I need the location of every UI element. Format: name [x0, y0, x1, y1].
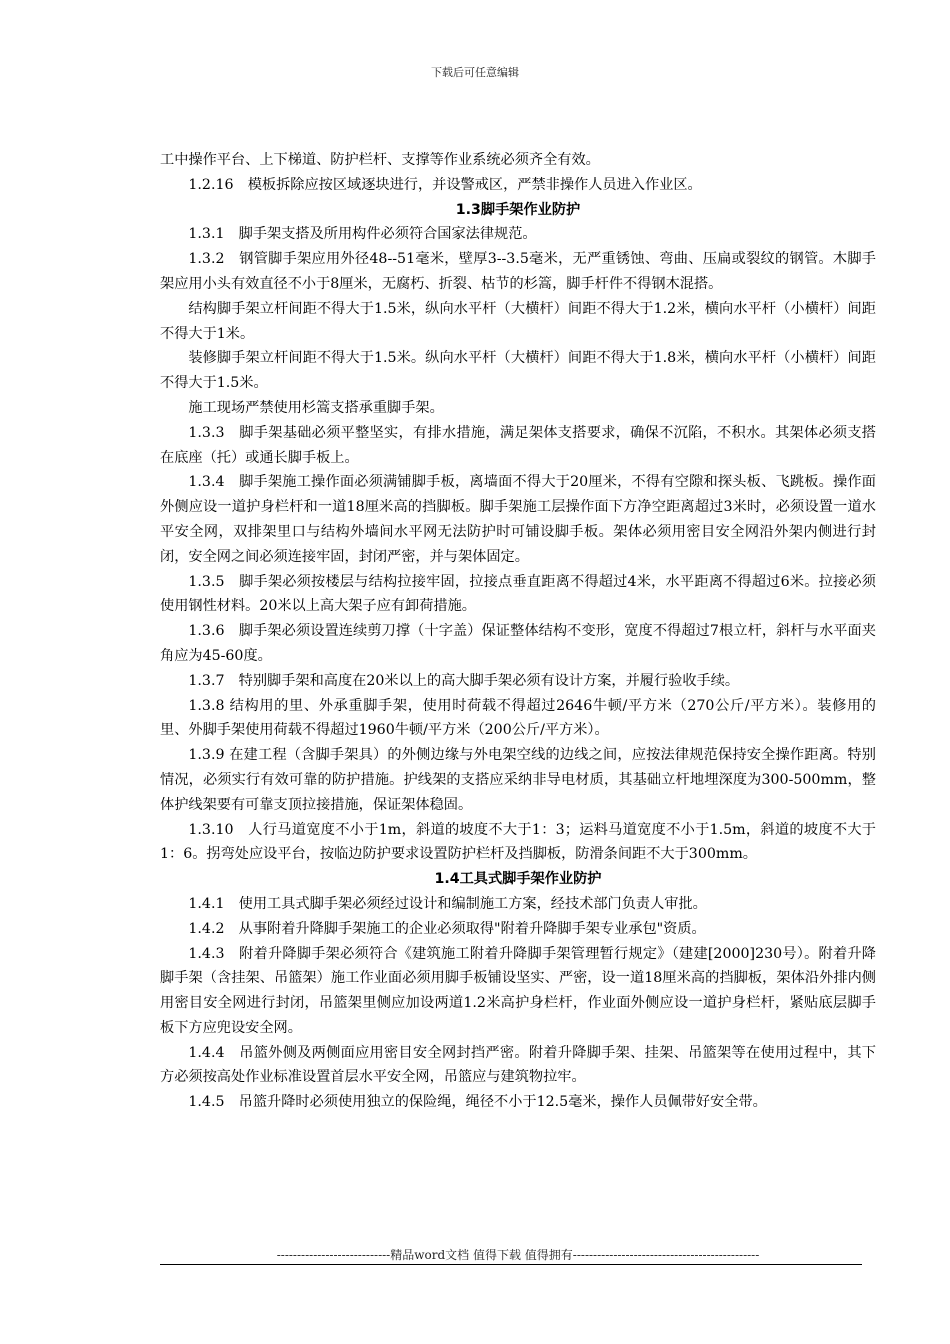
body-paragraph: 1.3.9 在建工程（含脚手架具）的外侧边缘与外电架空线的边线之间，应按法律规范保持安全操作距离。特别情况，必须实行有效可靠的防护措施。护线架的支搭应采纳非导电材质，其基础立杆地埋深度为300-500mm，整体护线架要有可靠支顶拉接措施，保证架体稳固。 — [160, 747, 876, 813]
page-header: 下载后可任意编辑 — [431, 66, 519, 79]
body-paragraph: 1.3.6 脚手架必须设置连续剪刀撑（十字盖）保证整体结构不变形，宽度不得超过7根立杆，斜杆与水平面夹角应为45-60度。 — [160, 623, 876, 664]
body-paragraph: 1.4.5 吊篮升降时必须使用独立的保险绳，绳径不小于12.5毫米，操作人员佩带好安全带。 — [188, 1094, 767, 1111]
body-paragraph: 工中操作平台、上下梯道、防护栏杆、支撑等作业系统必须齐全有效。 — [160, 152, 600, 168]
body-paragraph: 1.4.1 使用工具式脚手架必须经过设计和编制施工方案，经技术部门负责人审批。 — [188, 895, 707, 912]
body-paragraph: 1.3.4 脚手架施工操作面必须满铺脚手板，离墙面不得大于20厘米，不得有空隙和探头板、飞跳板。操作面外侧应设一道护身栏杆和一道18厘米高的挡脚板。脚手架施工层操作面下方净空距离超过3米时，必须设置一道水平安全网，双排架里口与结构外墙间水平网无法防护时可铺设脚手板。架体必须用密目安全网沿外架内侧进行封闭，安全网之间必须连接牢固，封闭严密，并与架体固定。 — [160, 474, 876, 565]
body-paragraph: 1.3.8 结构用的里、外承重脚手架，使用时荷载不得超过2646牛顿/平方米（270公斤/平方米）。装修用的里、外脚手架使用荷载不得超过1960牛顿/平方米（200公斤/平方米）。 — [160, 697, 876, 739]
footer-rule — [160, 1264, 862, 1265]
body-paragraph: 1.2.16 模板拆除应按区域逐块进行，并设警戒区，严禁非操作人员进入作业区。 — [188, 176, 702, 193]
document-body — [160, 148, 876, 1115]
body-paragraph: 1.4.3 附着升降脚手架必须符合《建筑施工附着升降脚手架管理暂行规定》（建建[2000]230号）。附着升降脚手架（含挂架、吊篮架）施工作业面必须用脚手板铺设坚实、严密，设一道18厘米高的挡脚板，架体沿外排内侧用密目安全网进行封闭，吊篮架里侧应加设两道1.2米高护身栏杆，作业面外侧应设一道护身栏杆，紧贴底层脚手板下方应兜设安全网。 — [160, 945, 876, 1036]
body-paragraph: 1.3.5 脚手架必须按楼层与结构拉接牢固，拉接点垂直距离不得超过4米，水平距离不得超过6米。拉接必须使用钢性材料。20米以上高大架子应有卸荷措施。 — [160, 573, 876, 615]
body-paragraph: 装修脚手架立杆间距不得大于1.5米。纵向水平杆（大横杆）间距不得大于1.8米，横向水平杆（小横杆）间距不得大于1.5米。 — [160, 350, 876, 392]
body-paragraph: 1.3.1 脚手架支搭及所用构件必须符合国家法律规范。 — [188, 226, 537, 243]
body-paragraph: 1.4.2 从事附着升降脚手架施工的企业必须取得"附着升降脚手架专业承包"资质。 — [188, 920, 706, 937]
body-paragraph: 1.3.7 特别脚手架和高度在20米以上的高大脚手架必须有设计方案，并履行验收手续。 — [188, 672, 740, 689]
body-paragraph: 1.3.3 脚手架基础必须平整坚实，有排水措施，满足架体支搭要求，确保不沉陷，不积水。其架体必须支搭在底座（托）或通长脚手板上。 — [160, 424, 876, 466]
body-paragraph: 1.4.4 吊篮外侧及两侧面应用密目安全网封挡严密。附着升降脚手架、挂架、吊篮架等在使用过程中，其下方必须按高处作业标准设置首层水平安全网，吊篮应与建筑物拉牢。 — [160, 1044, 876, 1086]
body-paragraph: 结构脚手架立杆间距不得大于1.5米，纵向水平杆（大横杆）间距不得大于1.2米，横向水平杆（小横杆）间距不得大于1米。 — [160, 300, 876, 342]
section-heading: 1.4工具式脚手架作业防护 — [434, 871, 602, 888]
body-paragraph: 1.3.2 钢管脚手架应用外径48--51毫米，壁厚3--3.5毫米，无严重锈蚀、弯曲、压扁或裂纹的钢管。木脚手架应用小头有效直径不小于8厘米，无腐朽、折裂、枯节的杉篙，脚手杆件不得钢木混搭。 — [160, 251, 876, 292]
body-paragraph: 1.3.10 人行马道宽度不小于1m，斜道的坡度不大于1：3；运料马道宽度不小于1.5m，斜道的坡度不大于1：6。拐弯处应设平台，按临边防护要求设置防护栏杆及挡脚板，防滑条间距不大于300mm。 — [160, 821, 876, 863]
page-footer: ----------------------------精品word文档 值得下载 值得拥有---------------------------------------------- — [276, 1248, 760, 1262]
section-heading: 1.3脚手架作业防护 — [455, 201, 581, 218]
body-paragraph: 施工现场严禁使用杉篙支搭承重脚手架。 — [188, 399, 444, 416]
